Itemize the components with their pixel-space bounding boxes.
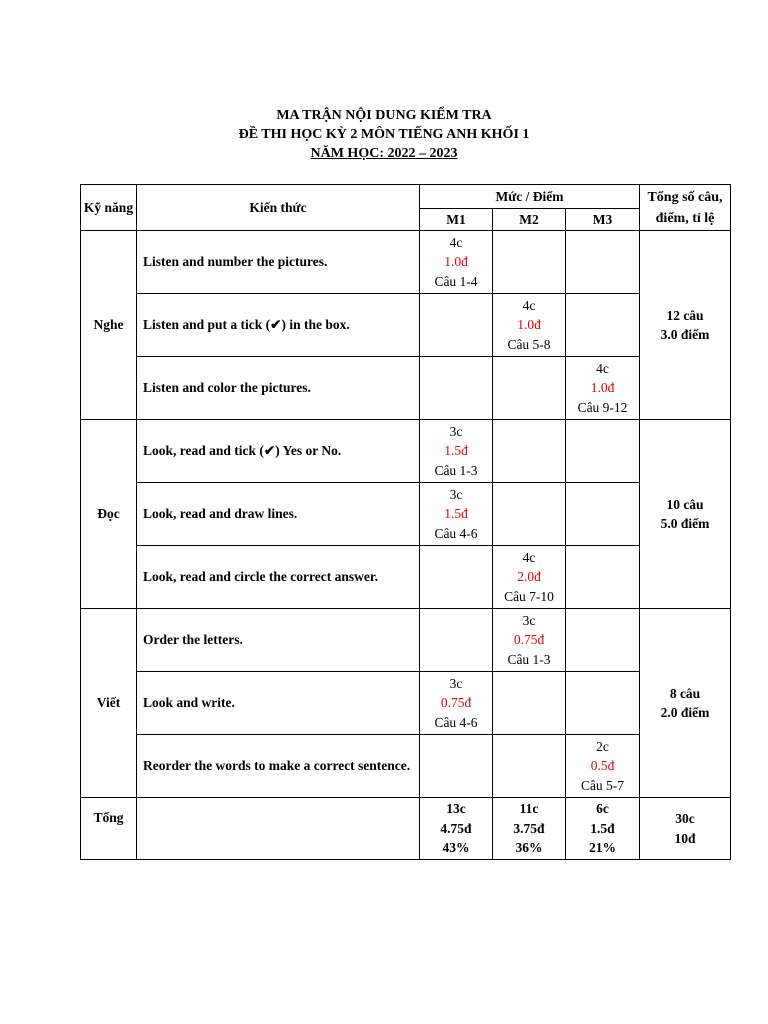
section-total-cell [640,231,731,420]
level-points: 1.0đ [517,317,541,333]
level-points: 1.0đ [444,254,468,270]
level-m3-cell [566,231,640,294]
level-items: Câu 5-8 [507,336,551,352]
level-m2-cell [493,672,566,735]
section-total-questions: 8 câu [669,686,701,701]
level-items: Câu 5-7 [580,777,625,793]
header-total: Tổng số câu, điểm, tỉ lệ [640,185,731,231]
totals-m1-cell [420,798,493,860]
level-m1-cell [420,546,493,609]
level-items: Câu 4-6 [434,525,478,541]
section-total-cell [640,609,731,798]
level-m3-cell [566,357,640,420]
level-count: 3c [449,423,463,439]
totals-m2-cell [493,798,566,860]
matrix-row [81,609,731,672]
level-points: 1.5đ [444,443,468,459]
totals-all-cell [640,798,731,860]
totals-label: Tổng [81,798,137,860]
level-m1-cell [420,609,493,672]
level-points: 0.5đ [590,758,615,774]
level-count: 4c [522,549,536,565]
content-cell: Reorder the words to make a correct sentence. [137,735,420,798]
level-items: Câu 1-4 [434,273,478,289]
title-line-1: MA TRẬN NỘI DUNG KIỂM TRA [276,108,492,123]
level-m1-cell [420,672,493,735]
totals-points: 4.75đ [440,820,472,836]
level-m3-cell [566,420,640,483]
totals-percent: 43% [442,840,470,856]
level-count: 3c [449,675,463,691]
level-points: 1.0đ [590,380,615,396]
content-cell: Look, read and circle the correct answer. [137,546,420,609]
level-m3-cell [566,672,640,735]
level-m1-cell [420,231,493,294]
section-total-points: 2.0 điểm [660,705,710,720]
title-line-3: NĂM HỌC: 2022 – 2023 [310,146,458,161]
matrix-row [81,483,731,546]
matrix-row [81,420,731,483]
section-total-points: 5.0 điểm [660,516,710,531]
level-m3-cell [566,483,640,546]
level-m3-cell [566,735,640,798]
level-count: 4c [596,360,609,376]
level-points: 0.75đ [440,695,472,711]
header-level: Mức / Điểm [420,185,640,209]
level-count: 4c [522,297,536,313]
skill-cell: Nghe [81,231,137,420]
level-m1-cell [420,294,493,357]
totals-empty-cell [137,798,420,860]
level-points: 2.0đ [517,569,541,585]
level-items: Câu 7-10 [504,588,554,604]
header-m3: M3 [566,209,640,231]
header-m1: M1 [420,209,493,231]
level-points: 1.5đ [444,506,468,522]
level-count: 3c [522,612,536,628]
matrix-row [81,231,731,294]
level-m1-cell [420,357,493,420]
level-m2-cell [493,420,566,483]
level-m2-cell [493,735,566,798]
level-m3-cell [566,294,640,357]
matrix-row [81,546,731,609]
content-cell: Listen and number the pictures. [137,231,420,294]
totals-points: 3.75đ [513,820,545,836]
totals-row [81,798,731,860]
level-count: 2c [596,738,609,754]
level-m2-cell [493,294,566,357]
section-total-questions: 12 câu [666,308,704,323]
level-m1-cell [420,420,493,483]
level-m2-cell [493,546,566,609]
totals-points: 1.5đ [590,820,615,836]
content-cell: Look and write. [137,672,420,735]
matrix-row [81,672,731,735]
content-cell: Look, read and draw lines. [137,483,420,546]
matrix-row [81,357,731,420]
content-cell: Look, read and tick (✔) Yes or No. [137,420,420,483]
level-m3-cell [566,609,640,672]
skill-cell: Đọc [81,420,137,609]
section-total-questions: 10 câu [666,497,704,512]
level-m2-cell [493,483,566,546]
level-items: Câu 9-12 [577,399,628,415]
level-points: 0.75đ [513,632,545,648]
totals-count: 13c [446,801,466,817]
level-items: Câu 1-3 [507,651,551,667]
title-line-2: ĐỀ THI HỌC KỲ 2 MÔN TIẾNG ANH KHỐI 1 [238,127,530,142]
section-total-cell [640,420,731,609]
header-knowledge: Kiến thức [137,185,420,231]
level-items: Câu 4-6 [434,714,478,730]
level-m2-cell [493,231,566,294]
totals-all-points: 10đ [674,830,696,846]
level-m3-cell [566,546,640,609]
content-cell: Listen and put a tick (✔) in the box. [137,294,420,357]
level-count: 4c [449,234,463,250]
level-count: 3c [449,486,463,502]
totals-m3-cell [566,798,640,860]
totals-percent: 21% [589,840,616,856]
level-m1-cell [420,483,493,546]
content-cell: Listen and color the pictures. [137,357,420,420]
totals-count: 6c [596,801,609,817]
totals-all-count: 30c [675,811,695,826]
content-cell: Order the letters. [137,609,420,672]
level-m2-cell [493,609,566,672]
level-m1-cell [420,735,493,798]
skill-cell: Viết [81,609,137,798]
matrix-row [81,735,731,798]
level-items: Câu 1-3 [434,462,478,478]
section-total-points: 3.0 điểm [660,327,710,342]
totals-count: 11c [519,801,539,817]
test-matrix-table [80,184,731,860]
matrix-row [81,294,731,357]
document-title [0,106,768,163]
level-m2-cell [493,357,566,420]
header-m2: M2 [493,209,566,231]
header-skill: Kỹ năng [81,185,137,231]
totals-percent: 36% [515,840,543,856]
